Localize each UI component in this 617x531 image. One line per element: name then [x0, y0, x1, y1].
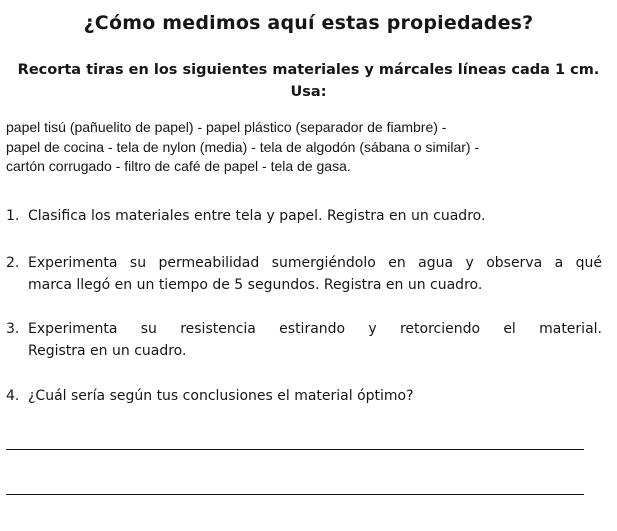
page-title: ¿Cómo medimos aquí estas propiedades? [83, 12, 534, 34]
answer-line[interactable] [6, 449, 584, 450]
question-3 [6, 318, 602, 362]
materials-line: cartón corrugado - filtro de café de papel - tela de gasa. [6, 158, 351, 174]
materials-list [6, 118, 611, 177]
question-text: ¿Cuál sería según tus conclusiones el material óptimo? [28, 388, 414, 404]
question-1 [6, 205, 602, 227]
question-number: 4. [6, 388, 20, 404]
question-text: Clasifica los materiales entre tela y papel. Registra en un cuadro. [28, 208, 486, 224]
question-text-continued: marca llegó en un tiempo de 5 segundos. Registra en un cuadro. [28, 277, 483, 293]
question-number: 1. [6, 208, 20, 224]
materials-line: papel tisú (pañuelito de papel) - papel plástico (separador de fiambre) - [6, 119, 447, 135]
question-text: Experimenta su permeabilidad sumergiéndolo en agua y observa a qué [28, 255, 602, 271]
materials-line: papel de cocina - tela de nylon (media) - tela de algodón (sábana o similar) - [6, 138, 480, 155]
question-2 [6, 252, 602, 296]
question-number: 2. [6, 255, 20, 271]
question-number: 3. [6, 321, 20, 337]
question-text: Experimenta su resistencia estirando y retorciendo el material. [28, 321, 602, 337]
instruction-text: Recorta tiras en los siguientes materiales y márcales líneas cada 1 cm. [17, 62, 600, 78]
usa-label: Usa: [290, 84, 327, 100]
question-text-continued: Registra en un cuadro. [28, 343, 187, 359]
question-4 [6, 385, 602, 407]
answer-line[interactable] [6, 494, 584, 495]
